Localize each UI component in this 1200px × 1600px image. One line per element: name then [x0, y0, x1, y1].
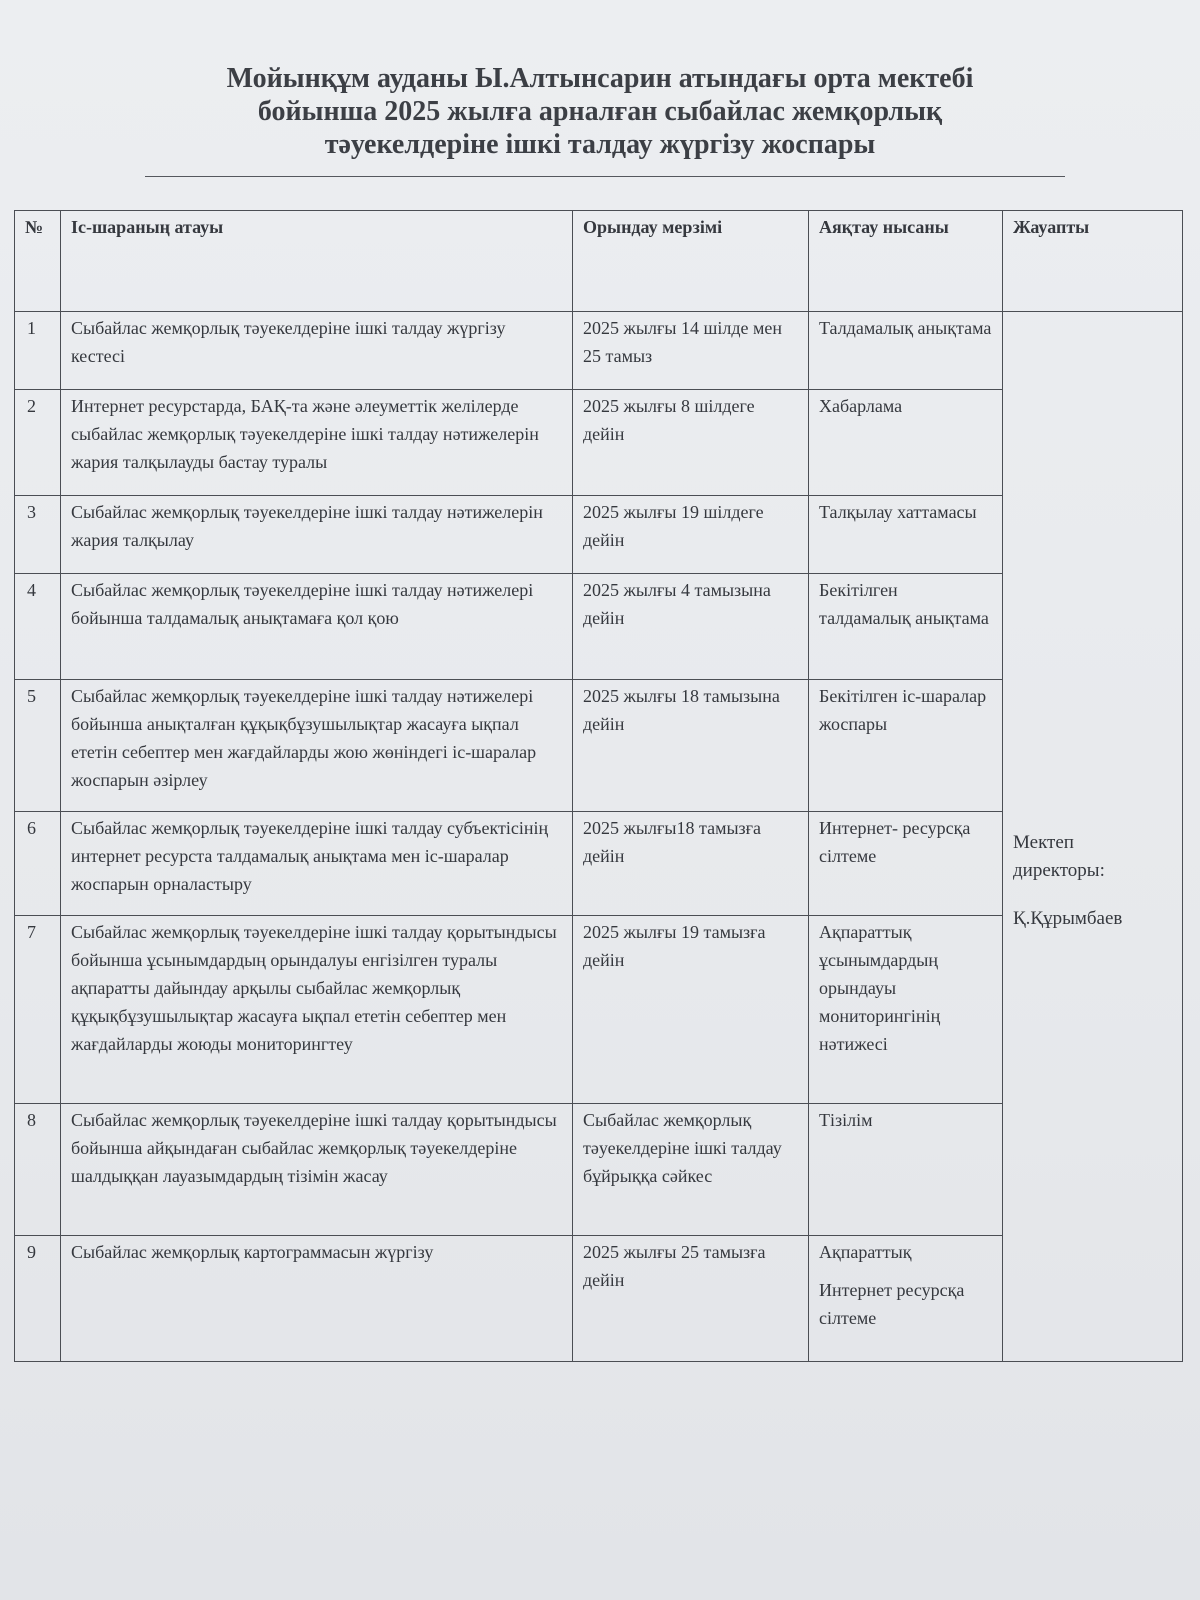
row-form-cell [809, 1236, 1003, 1362]
header-responsible: Жауапты [1003, 211, 1183, 312]
row-form: Ақпараттық [819, 1242, 912, 1262]
row-name: Сыбайлас жемқорлық тәуекелдеріне ішкі талдау нәтижелерін жария талқылау [61, 496, 573, 574]
row-num: 1 [15, 312, 61, 390]
row-form: Тізілім [809, 1104, 1003, 1236]
responsible-role: директоры: [1013, 859, 1105, 881]
row-deadline: 2025 жылғы 19 тамызға дейін [573, 916, 809, 1104]
responsible-title: Мектеп [1013, 831, 1074, 853]
row-num: 7 [15, 916, 61, 1104]
header-num: № [15, 211, 61, 312]
row-name: Сыбайлас жемқорлық тәуекелдеріне ішкі талдау субъектісінің интернет ресурста талдамалық анықтама мен іс-шаралар жоспарын орналастыру [61, 812, 573, 916]
row-num: 2 [15, 390, 61, 496]
row-form: Бекітілген іс-шаралар жоспары [809, 680, 1003, 812]
plan-table [14, 210, 1183, 1362]
row-name: Сыбайлас жемқорлық тәуекелдеріне ішкі талдау нәтижелері бойынша анықталған құқықбұзушылықтар жасауға ықпал ететін себептер мен жағдайларды жою жөніндегі іс-шаралар жоспарын әзірлеу [61, 680, 573, 812]
title-line: тәуекелдеріне ішкі талдау жүргізу жоспары [324, 129, 876, 160]
row-deadline: 2025 жылғы 18 тамызына дейін [573, 680, 809, 812]
table-row [15, 312, 1183, 390]
title-underline [145, 176, 1065, 177]
row-name: Сыбайлас жемқорлық тәуекелдеріне ішкі талдау қорытындысы бойынша ұсынымдардың орындалуы енгізілген туралы ақпаратты дайындау арқылы сыбайлас жемқорлық құқықбұзушылықтар жасауға ықпал ететін себептер мен жағдайларды жоюды мониторингтеу [61, 916, 573, 1104]
row-name: Сыбайлас жемқорлық тәуекелдеріне ішкі талдау нәтижелері бойынша талдамалық анықтамаға қол қою [61, 574, 573, 680]
row-deadline: 2025 жылғы 8 шілдеге дейін [573, 390, 809, 496]
row-num: 3 [15, 496, 61, 574]
row-form: Талдамалық анықтама [809, 312, 1003, 390]
row-name: Сыбайлас жемқорлық картограммасын жүргізу [61, 1236, 573, 1362]
row-deadline: 2025 жылғы 4 тамызына дейін [573, 574, 809, 680]
title-line: Мойынқұм ауданы Ы.Алтынсарин атындағы орта мектебі [226, 63, 974, 94]
table-header-row [15, 211, 1183, 312]
row-num: 9 [15, 1236, 61, 1362]
row-deadline: 2025 жылғы 14 шілде мен 25 тамыз [573, 312, 809, 390]
responsible-signature: Қ.Құрымбаев [1013, 907, 1123, 929]
row-form-extra: Интернет ресурсқа сілтеме [819, 1280, 965, 1328]
row-form: Интернет- ресурсқа сілтеме [809, 812, 1003, 916]
row-num: 5 [15, 680, 61, 812]
row-form: Ақпараттық ұсынымдардың орындауы мониторингінің нәтижесі [809, 916, 1003, 1104]
row-num: 4 [15, 574, 61, 680]
row-deadline: Сыбайлас жемқорлық тәуекелдеріне ішкі талдау бұйрыққа сәйкес [573, 1104, 809, 1236]
row-form: Хабарлама [809, 390, 1003, 496]
row-deadline: 2025 жылғы 19 шілдеге дейін [573, 496, 809, 574]
row-name: Сыбайлас жемқорлық тәуекелдеріне ішкі талдау жүргізу кестесі [61, 312, 573, 390]
row-name: Сыбайлас жемқорлық тәуекелдеріне ішкі талдау қорытындысы бойынша айқындаған сыбайлас жемқорлық тәуекелдеріне шалдыққан лауазымдардың тізімін жасау [61, 1104, 573, 1236]
row-num: 6 [15, 812, 61, 916]
header-form: Аяқтау нысаны [809, 211, 1003, 312]
row-deadline: 2025 жылғы18 тамызға дейін [573, 812, 809, 916]
row-form: Талқылау хаттамасы [809, 496, 1003, 574]
row-name: Интернет ресурстарда, БАҚ-та және әлеуметтік желілерде сыбайлас жемқорлық тәуекелдеріне ішкі талдау нәтижелерін жария талқылауды бастау туралы [61, 390, 573, 496]
header-name: Іс-шараның атауы [61, 211, 573, 312]
document-title [140, 62, 1060, 161]
header-deadline: Орындау мерзімі [573, 211, 809, 312]
title-line: бойынша 2025 жылға арналған сыбайлас жемқорлық [257, 96, 943, 127]
row-num: 8 [15, 1104, 61, 1236]
row-deadline: 2025 жылғы 25 тамызға дейін [573, 1236, 809, 1362]
row-form: Бекітілген талдамалық анықтама [809, 574, 1003, 680]
responsible-cell [1003, 312, 1183, 1362]
